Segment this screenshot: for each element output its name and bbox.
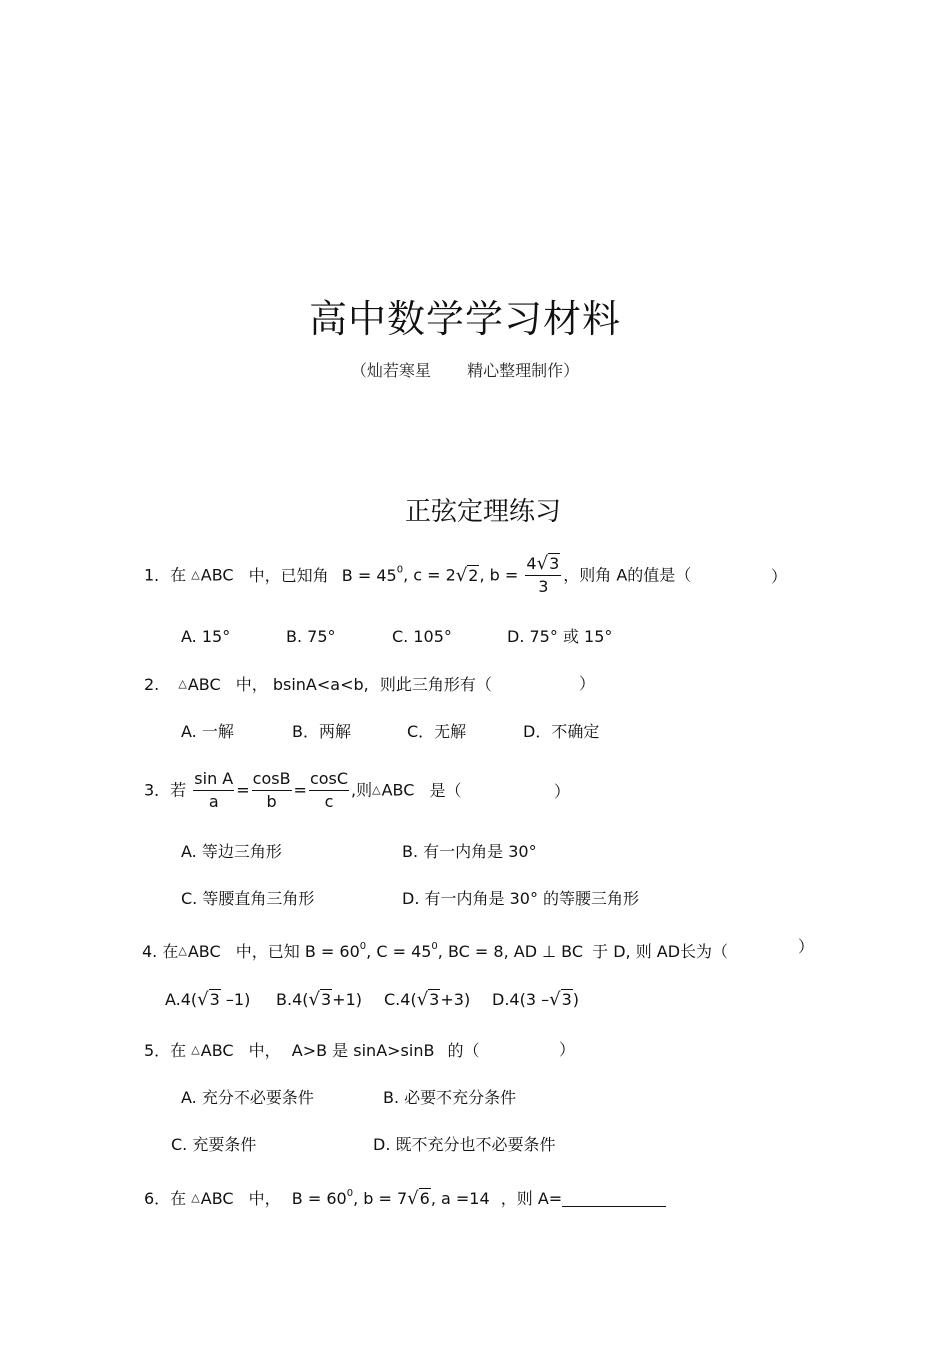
q1-sqrt: √2: [455, 564, 479, 586]
section-title: 正弦定理练习: [404, 497, 561, 527]
q6-answer-blank[interactable]: [562, 1192, 666, 1207]
q4-option-d: D.4(3 –√3): [492, 989, 580, 1010]
q2-condition: bsinA<a<b,: [272, 675, 369, 694]
q4-condition: B = 60: [304, 942, 360, 961]
q5-option-c: C. 充要条件: [171, 1135, 257, 1154]
q5-close-paren: ）: [559, 1040, 576, 1059]
subtitle-left: （灿若寒星: [350, 361, 431, 380]
q3-equals-2: =: [293, 780, 307, 800]
q1-text: 中，已知角: [248, 565, 329, 585]
q1-prefix: 1．在: [144, 565, 187, 585]
triangle-icon: △: [178, 677, 187, 690]
q3-text-b: 是（: [429, 780, 462, 800]
q5-text-b: 的（: [447, 1041, 480, 1060]
q1-close-paren: ）: [771, 567, 788, 586]
q6-condition-a: , a =14: [430, 1189, 490, 1208]
question-3: [144, 769, 462, 813]
q5-text: 中，: [248, 1041, 281, 1060]
q1-degree-sup: 0: [396, 564, 404, 576]
q3-option-d: D. 有一内角是 30° 的等腰三角形: [402, 889, 640, 908]
q3-fraction-cosb: $\frac{\cos B}{b}$: [252, 769, 291, 811]
q5-option-b: B. 必要不充分条件: [383, 1088, 517, 1107]
q4-option-a: A.4(√3 –1): [165, 989, 251, 1010]
q1-text-c: A的值是（: [616, 565, 692, 585]
q1-condition-c: , c = 2: [403, 565, 456, 585]
q2-option-a: A. 一解: [181, 722, 234, 741]
page-title: 高中数学学习材料: [308, 297, 621, 341]
q2-option-d: D．不确定: [523, 722, 600, 741]
q6-condition-b: , b = 7: [353, 1189, 408, 1208]
q2-triangle-label: ABC: [187, 675, 221, 694]
triangle-icon: △: [191, 567, 200, 581]
question-2: [144, 673, 492, 696]
q4-close-paren: ）: [798, 937, 815, 956]
triangle-icon: △: [372, 782, 381, 796]
q3-option-b: B. 有一内角是 30°: [402, 842, 537, 861]
triangle-icon: △: [191, 1043, 200, 1056]
q3-fraction-sin: $\frac{\text{sin A}}{a}$: [194, 769, 234, 811]
q2-close-paren: ）: [579, 674, 596, 693]
q3-text: ,则: [351, 780, 373, 800]
page-subtitle: [0, 358, 930, 381]
q3-close-paren: ）: [554, 782, 571, 801]
q5-condition: A>B 是 sinA>sinB: [291, 1041, 435, 1060]
q5-prefix: 5．在: [144, 1041, 187, 1060]
q1-option-b: B. 75°: [286, 627, 336, 646]
q4-text-b: 于 D, 则 AD长为（: [592, 942, 729, 961]
q4-triangle-label: ABC: [187, 942, 221, 961]
q3-triangle-label: ABC: [381, 780, 415, 800]
q2-text: 中，: [235, 675, 268, 694]
triangle-icon: △: [191, 1191, 200, 1204]
q6-condition: B = 60: [291, 1189, 347, 1208]
q4-condition-bc: , BC = 8, AD ⊥ BC: [437, 942, 584, 961]
q1-fraction: $\frac{4√3}{3}$: [526, 553, 560, 596]
subtitle-right: 精心整理制作）: [467, 361, 580, 380]
question-1: [144, 554, 691, 598]
q6-prefix: 6．在: [144, 1189, 187, 1208]
question-4: [142, 936, 728, 963]
q6-degree-sup: 0: [346, 1188, 354, 1199]
q4-degree-sup-2: 0: [431, 941, 438, 952]
q1-option-d: D. 75° 或 15°: [507, 627, 613, 646]
question-6: 6．在 △ABC 中， $B = 60^0$, b = 7√6, a =14 ，则 A=: [144, 1183, 666, 1210]
q3-fraction-cosc: $\frac{\cos C}{c}$: [309, 769, 349, 811]
q4-option-c: C.4(√3+3): [384, 989, 471, 1010]
q6-triangle-label: ABC: [200, 1189, 234, 1208]
q1-text-b: ，则角: [563, 565, 612, 585]
q3-prefix: 3．若: [144, 780, 187, 800]
q6-text: 中，: [248, 1189, 281, 1208]
q4-option-b: B.4(√3+1): [276, 989, 362, 1010]
q3-equals-1: =: [236, 780, 250, 800]
q1-condition: B = 45: [341, 565, 397, 585]
q3-option-a: A. 等边三角形: [181, 842, 282, 861]
q4-degree-sup-1: 0: [359, 941, 367, 952]
q6-text-b: ，则 A=: [500, 1189, 563, 1208]
q2-option-b: B．两解: [292, 722, 351, 741]
q5-option-d: D. 既不充分也不必要条件: [373, 1135, 556, 1154]
question-5: [144, 1039, 480, 1062]
q2-option-c: C．无解: [407, 722, 467, 741]
q2-prefix: 2.: [144, 675, 160, 694]
q4-text: 中，已知: [235, 942, 300, 961]
triangle-icon: △: [178, 944, 187, 957]
q1-condition-b: , b =: [479, 565, 519, 585]
q1-option-a: A. 15°: [181, 627, 231, 646]
q5-option-a: A. 充分不必要条件: [181, 1088, 314, 1107]
q4-condition-c: , C = 45: [366, 942, 432, 961]
q1-triangle-label: ABC: [200, 565, 234, 585]
q4-prefix: 4. 在: [142, 942, 179, 961]
q2-text-b: 则此三角形有（: [379, 675, 492, 694]
q5-triangle-label: ABC: [200, 1041, 234, 1060]
q3-option-c: C. 等腰直角三角形: [181, 889, 315, 908]
q1-option-c: C. 105°: [392, 627, 452, 646]
